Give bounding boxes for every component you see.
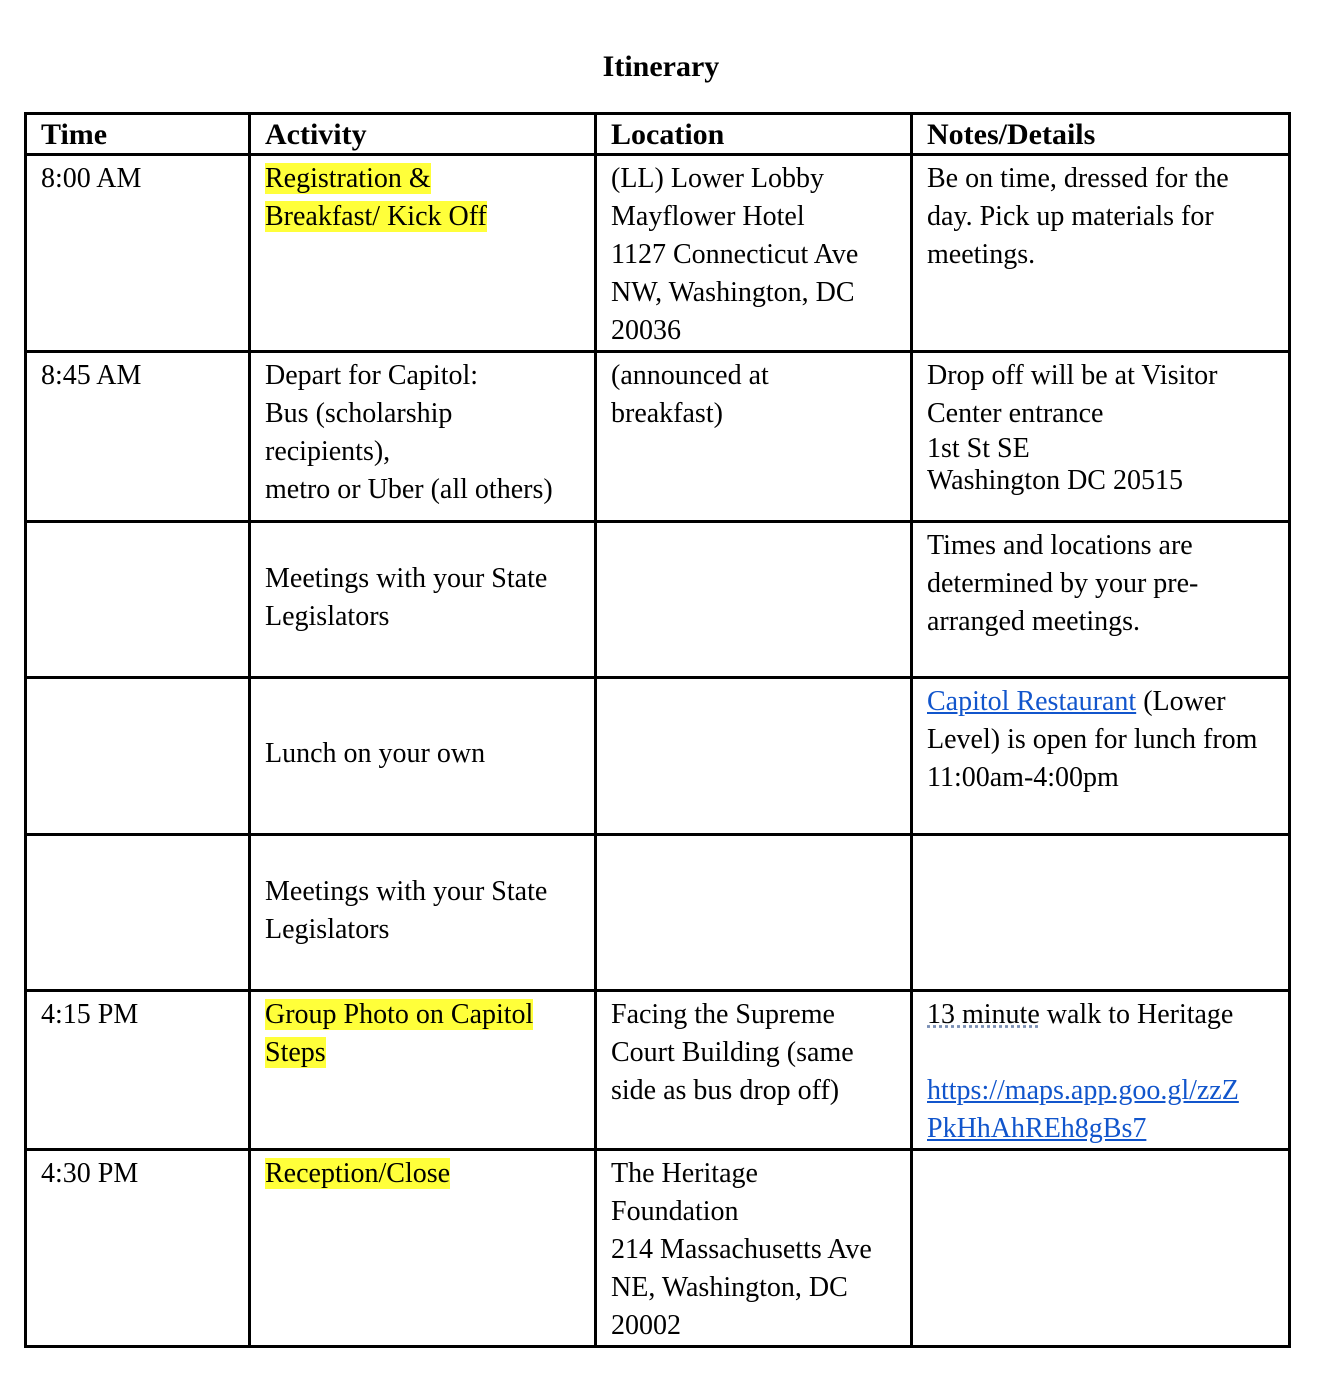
- cell-location: [596, 678, 912, 835]
- cell-activity: [250, 155, 596, 352]
- location-line: 20002: [611, 1310, 681, 1341]
- table-row: [26, 835, 1290, 991]
- maps-link[interactable]: https://maps.app.goo.gl/zzZ: [927, 1075, 1239, 1106]
- table-row: [26, 522, 1290, 678]
- activity-line: Legislators: [265, 600, 390, 632]
- table-row: [26, 678, 1290, 835]
- cell-activity: [250, 991, 596, 1150]
- location-line: side as bus drop off): [611, 1075, 840, 1106]
- notes-line: meetings.: [927, 239, 1036, 270]
- header-location: Location: [596, 114, 912, 155]
- activity-line: Meetings with your State: [265, 875, 548, 907]
- header-time: Time: [26, 114, 250, 155]
- notes-line: Washington DC 20515: [927, 465, 1183, 496]
- location-line: Mayflower Hotel: [611, 201, 805, 232]
- activity-line: Meetings with your State: [265, 562, 548, 594]
- cell-notes: [912, 352, 1290, 522]
- location-line: Facing the Supreme: [611, 999, 835, 1030]
- activity-line: Bus (scholarship: [265, 398, 453, 429]
- table-row: [26, 155, 1290, 352]
- cell-activity: [250, 352, 596, 522]
- activity-line: metro or Uber (all others): [265, 474, 553, 505]
- cell-notes: [912, 1150, 1290, 1347]
- itinerary-table: [24, 112, 1291, 1348]
- activity-line: recipients),: [265, 436, 391, 467]
- notes-line: day. Pick up materials for: [927, 201, 1214, 232]
- activity-line: Breakfast/ Kick Off: [265, 201, 487, 232]
- cell-notes: Times and locations are determined by your pre-arranged meetings.: [912, 522, 1290, 678]
- cell-notes: [912, 678, 1290, 835]
- activity-line: Lunch on your own: [265, 738, 486, 769]
- activity-line: Depart for Capitol:: [265, 360, 479, 391]
- cell-time: [26, 522, 250, 678]
- location-line: 20036: [611, 315, 681, 346]
- cell-time: [26, 835, 250, 991]
- header-activity: Activity: [250, 114, 596, 155]
- notes-text: walk to Heritage: [1046, 999, 1234, 1030]
- location-line: breakfast): [611, 398, 723, 429]
- capitol-restaurant-link[interactable]: Capitol Restaurant: [927, 686, 1137, 717]
- location-line: (announced at: [611, 360, 769, 391]
- cell-notes: [912, 155, 1290, 352]
- cell-activity: [250, 835, 596, 991]
- location-line: (LL) Lower Lobby: [611, 163, 825, 194]
- walk-duration: 13 minute: [927, 999, 1040, 1030]
- notes-text: (Lower Level) is open for lunch from 11:00am-4:00pm: [927, 686, 1258, 793]
- cell-location: [596, 991, 912, 1150]
- cell-activity: [250, 678, 596, 835]
- cell-time: 4:30 PM: [26, 1150, 250, 1347]
- cell-notes: [912, 835, 1290, 991]
- activity-line: Steps: [265, 1037, 326, 1068]
- location-line: The Heritage: [611, 1158, 758, 1189]
- table-row: [26, 352, 1290, 522]
- location-line: 1127 Connecticut Ave: [611, 239, 859, 270]
- location-line: NW, Washington, DC: [611, 277, 855, 308]
- cell-location: [596, 352, 912, 522]
- location-line: Foundation: [611, 1196, 739, 1227]
- cell-notes: [912, 991, 1290, 1150]
- cell-location: [596, 1150, 912, 1347]
- cell-time: 4:15 PM: [26, 991, 250, 1150]
- cell-location: [596, 522, 912, 678]
- cell-location: [596, 155, 912, 352]
- activity-line: Legislators: [265, 913, 390, 945]
- table-row: [26, 991, 1290, 1150]
- document-title: Itinerary: [602, 50, 720, 83]
- cell-time: 8:45 AM: [26, 352, 250, 522]
- notes-spacer: [927, 1034, 1274, 1072]
- activity-line: Reception/Close: [265, 1158, 451, 1189]
- cell-time: [26, 678, 250, 835]
- header-notes: Notes/Details: [912, 114, 1290, 155]
- table-header-row: [26, 114, 1290, 155]
- notes-line: 1st St SE: [927, 433, 1030, 464]
- cell-activity: [250, 522, 596, 678]
- location-line: Court Building (same: [611, 1037, 854, 1068]
- notes-line: [927, 996, 1274, 1034]
- table-row: [26, 1150, 1290, 1347]
- cell-time: 8:00 AM: [26, 155, 250, 352]
- notes-line: Be on time, dressed for the: [927, 163, 1229, 194]
- cell-location: [596, 835, 912, 991]
- activity-line: Registration &: [265, 163, 431, 194]
- location-line: NE, Washington, DC: [611, 1272, 848, 1303]
- location-line: 214 Massachusetts Ave: [611, 1234, 872, 1265]
- maps-link[interactable]: PkHhAhREh8gBs7: [927, 1113, 1147, 1144]
- cell-activity: [250, 1150, 596, 1347]
- activity-line: Group Photo on Capitol: [265, 999, 534, 1030]
- notes-line: Center entrance: [927, 398, 1104, 429]
- notes-line: Drop off will be at Visitor: [927, 360, 1218, 391]
